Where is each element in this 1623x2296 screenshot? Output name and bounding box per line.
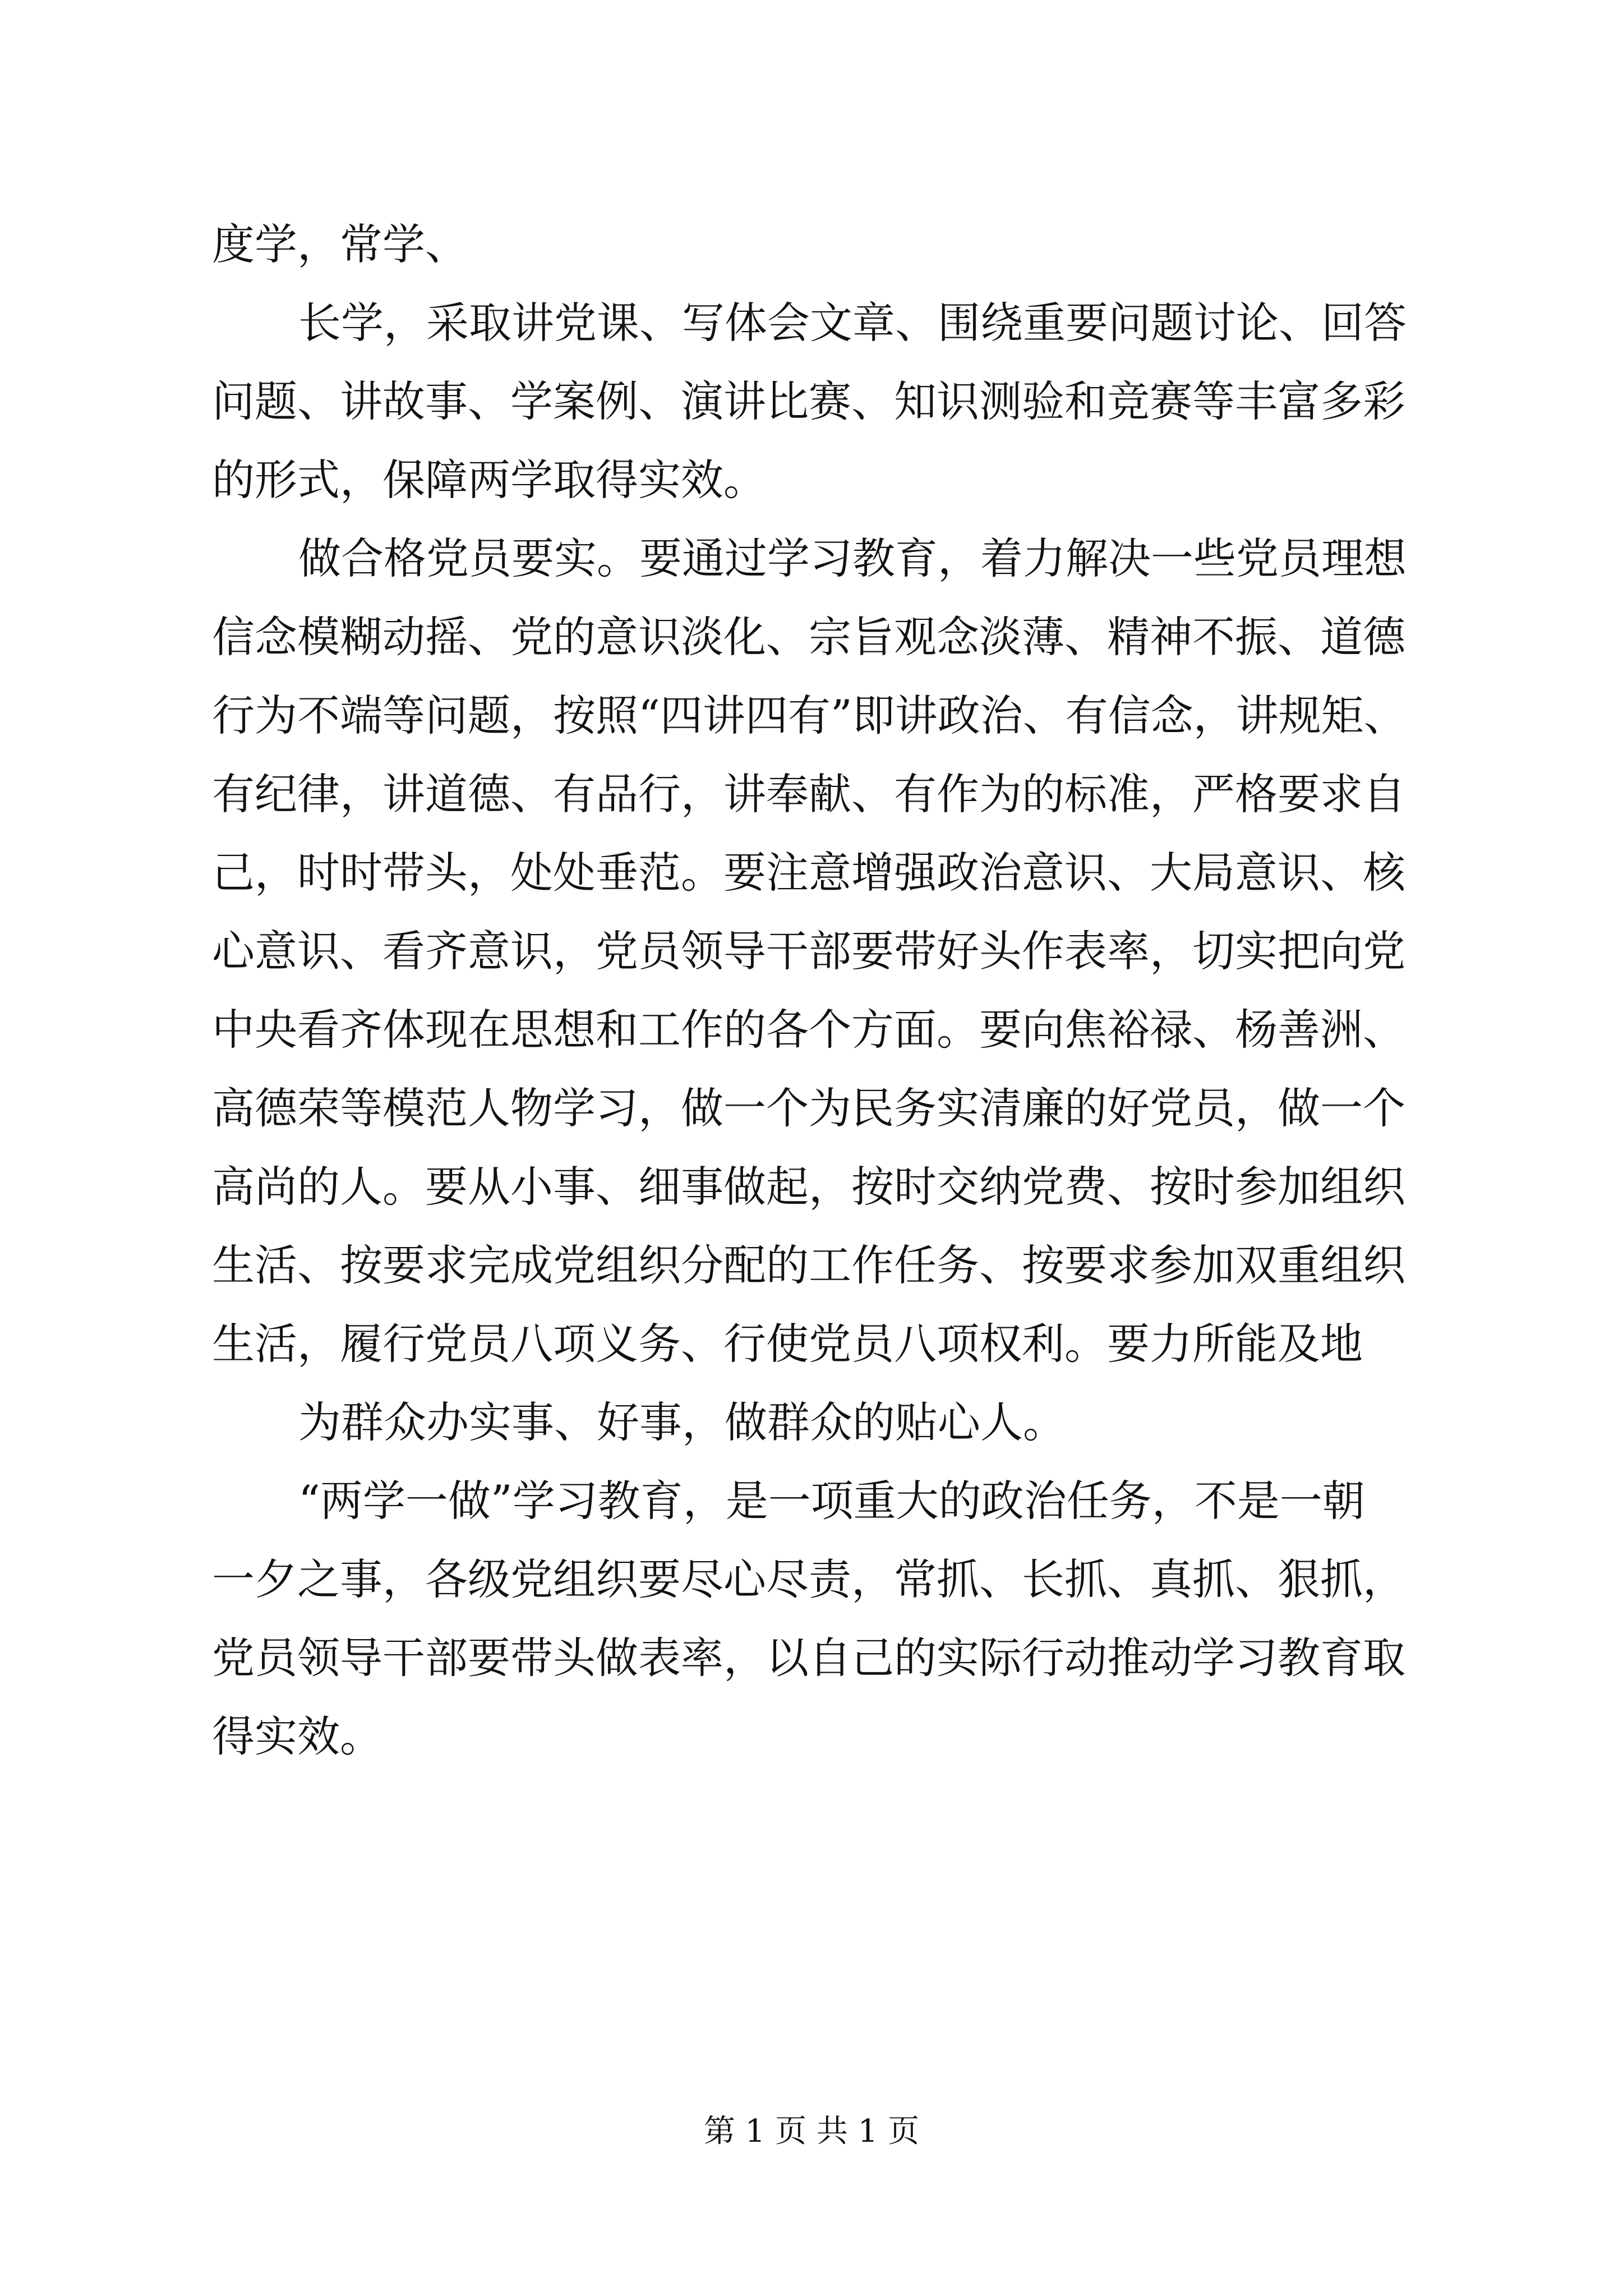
text-line: 行为不端等问题，按照“四讲四有”即讲政治、有信念，讲规矩、 — [212, 691, 1407, 740]
text-line: 一夕之事，各级党组织要尽心尽责，常抓、长抓、真抓、狠抓， — [212, 1554, 1405, 1604]
text-line: 生活，履行党员八项义务、行使党员八项权利。要力所能及地 — [212, 1319, 1363, 1369]
text-line: 做合格党员要实。要通过学习教育，着力解决一些党员理想 — [298, 533, 1407, 583]
text-line: 高德荣等模范人物学习，做一个为民务实清廉的好党员，做一个 — [212, 1083, 1405, 1133]
text-line: 有纪律，讲道德、有品行，讲奉献、有作为的标准，严格要求自 — [212, 769, 1405, 819]
text-line: 问题、讲故事、学案例、演讲比赛、知识测验和竞赛等丰富多彩 — [212, 376, 1405, 426]
text-line: 的形式，保障两学取得实效。 — [212, 455, 766, 505]
text-line: 党员领导干部要带头做表率，以自己的实际行动推动学习教育取 — [212, 1633, 1405, 1683]
text-line: 生活、按要求完成党组织分配的工作任务、按要求参加双重组织 — [212, 1240, 1405, 1290]
text-line: 信念模糊动摇、党的意识淡化、宗旨观念淡薄、精神不振、道德 — [212, 612, 1405, 662]
text-line: 己，时时带头，处处垂范。要注意增强政治意识、大局意识、核 — [212, 848, 1405, 898]
text-line: 度学，常学、 — [212, 219, 468, 269]
text-line: 心意识、看齐意识，党员领导干部要带好头作表率，切实把向党 — [212, 926, 1405, 976]
text-line: 高尚的人。要从小事、细事做起，按时交纳党费、按时参加组织 — [212, 1162, 1405, 1212]
text-line: 长学，采取讲党课、写体会文章、围绕重要问题讨论、回答 — [298, 298, 1407, 348]
text-line: “两学一做”学习教育，是一项重大的政治任务，不是一朝 — [298, 1476, 1365, 1526]
text-line: 中央看齐体现在思想和工作的各个方面。要向焦裕禄、杨善洲、 — [212, 1005, 1405, 1055]
page-number-footer: 第 1 页 共 1 页 — [703, 2113, 920, 2150]
text-line: 为群众办实事、好事，做群众的贴心人。 — [298, 1397, 1066, 1447]
text-line: 得实效。 — [212, 1711, 382, 1761]
